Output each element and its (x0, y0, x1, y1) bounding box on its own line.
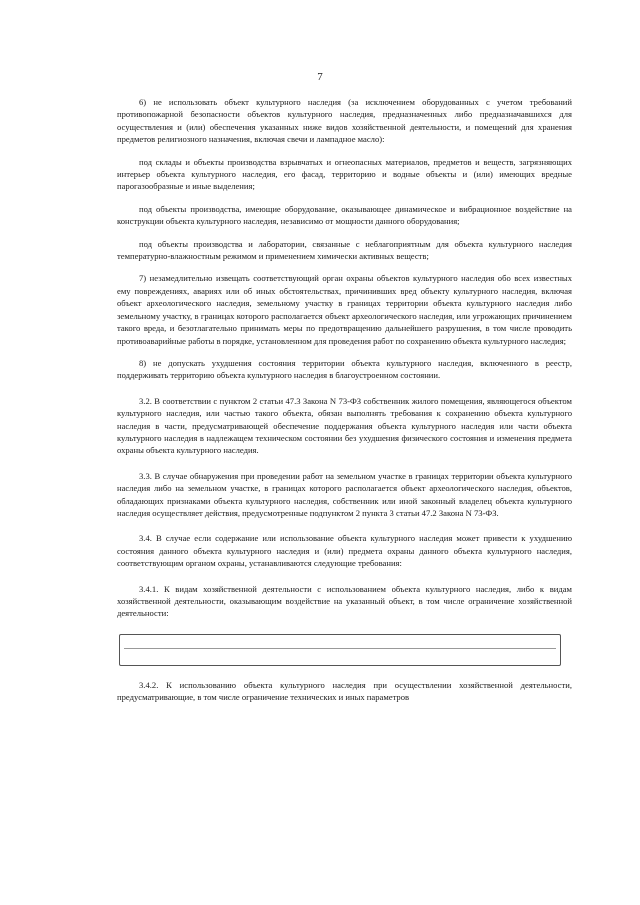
page-number: 7 (317, 71, 323, 83)
paragraph-item-7: 7) незамедлительно извещать соответствующий орган охраны объектов культурного наследия обо всех известных ему повреждениях, авариях или об иных обстоятельствах, причинивших вред объекту культурного наследия, включая объект археологического наследия, земельному участку в границах территории объекта культурного наследия либо земельному участку, в границах которого располагается объект археологического наследия, или угрожающих причинением такого вреда, и безотлагательно принимать меры по предотвращению дальнейшего разрушения, в том числе проводить противоаварийные работы в порядке, установленном для проведения работ по сохранению объекта культурного наследия; (117, 273, 572, 346)
paragraph-3-2: 3.2. В соответствии с пунктом 2 статьи 47.3 Закона N 73-ФЗ собственник жилого помещения, являющегося объектом культурного наследия, или частью такого объекта, обязан выполнять требования к сохранению объекта культурного наследия в части, предусматривающей обеспечение поддержания объекта культурного наследия или части объекта культурного наследия в надлежащем техническом состоянии без ухудшения физического состояния и изменения предмета охраны объекта культурного наследия. (117, 395, 572, 456)
paragraph-item-6: 6) не использовать объект культурного наследия (за исключением оборудованных с учетом требований противопожарной безопасности объектов культурного наследия, предназначенных либо предназначавшихся для осуществления и (или) обеспечения указанных ниже видов хозяйственной деятельности, и помещений для хранения предметов религиозного назначения, включая свечи и лампадное масло): (117, 97, 572, 145)
paragraph-item-8: 8) не допускать ухудшения состояния территории объекта культурного наследия, включенного в реестр, поддерживать территорию объекта культурного наследия в благоустроенном состоянии. (117, 357, 572, 381)
document-body (117, 96, 572, 704)
input-box-line (124, 648, 556, 649)
paragraph-3-4-1: 3.4.1. К видам хозяйственной деятельности с использованием объекта культурного наследия, либо к видам хозяйственной деятельности, оказывающим воздействие на указанный объект, в том числе ограничение хозяйственной деятельности: (117, 583, 572, 619)
restriction-input-box[interactable] (119, 634, 561, 666)
paragraph-laboratories: под объекты производства и лаборатории, связанные с неблагоприятным для объекта культурного наследия температурно-влажностным режимом и применением химически активных веществ; (117, 238, 572, 262)
paragraph-3-4: 3.4. В случае если содержание или использование объекта культурного наследия может привести к ухудшению состояния данного объекта культурного наследия и (или) предмета охраны данного объекта культурного наследия, соответствующим органом охраны, устанавливаются следующие требования: (117, 533, 572, 569)
paragraph-3-4-2: 3.4.2. К использованию объекта культурного наследия при осуществлении хозяйственной деятельности, предусматривающие, в том числе ограничение технических и иных параметров (117, 679, 572, 703)
paragraph-production-equipment: под объекты производства, имеющие оборудование, оказывающее динамическое и вибрационное воздействие на конструкции объекта культурного наследия, независимо от мощности данного оборудования; (117, 203, 572, 227)
paragraph-3-3: 3.3. В случае обнаружения при проведении работ на земельном участке в границах территории объекта культурного наследия либо на земельном участке, в границах которого располагается объект археологического наследия, объектов, обладающих признаками объекта культурного наследия, собственник или иной законный владелец объекта культурного наследия осуществляет действия, предусмотренные подпунктом 2 пункта 3 статьи 47.2 Закона N 73-ФЗ. (117, 470, 572, 518)
paragraph-warehouses: под склады и объекты производства взрывчатых и огнеопасных материалов, предметов и веществ, загрязняющих интерьер объекта культурного наследия, его фасад, территорию и водные объекты и (или) имеющих вредные парогазообразные и иные выделения; (117, 156, 572, 192)
